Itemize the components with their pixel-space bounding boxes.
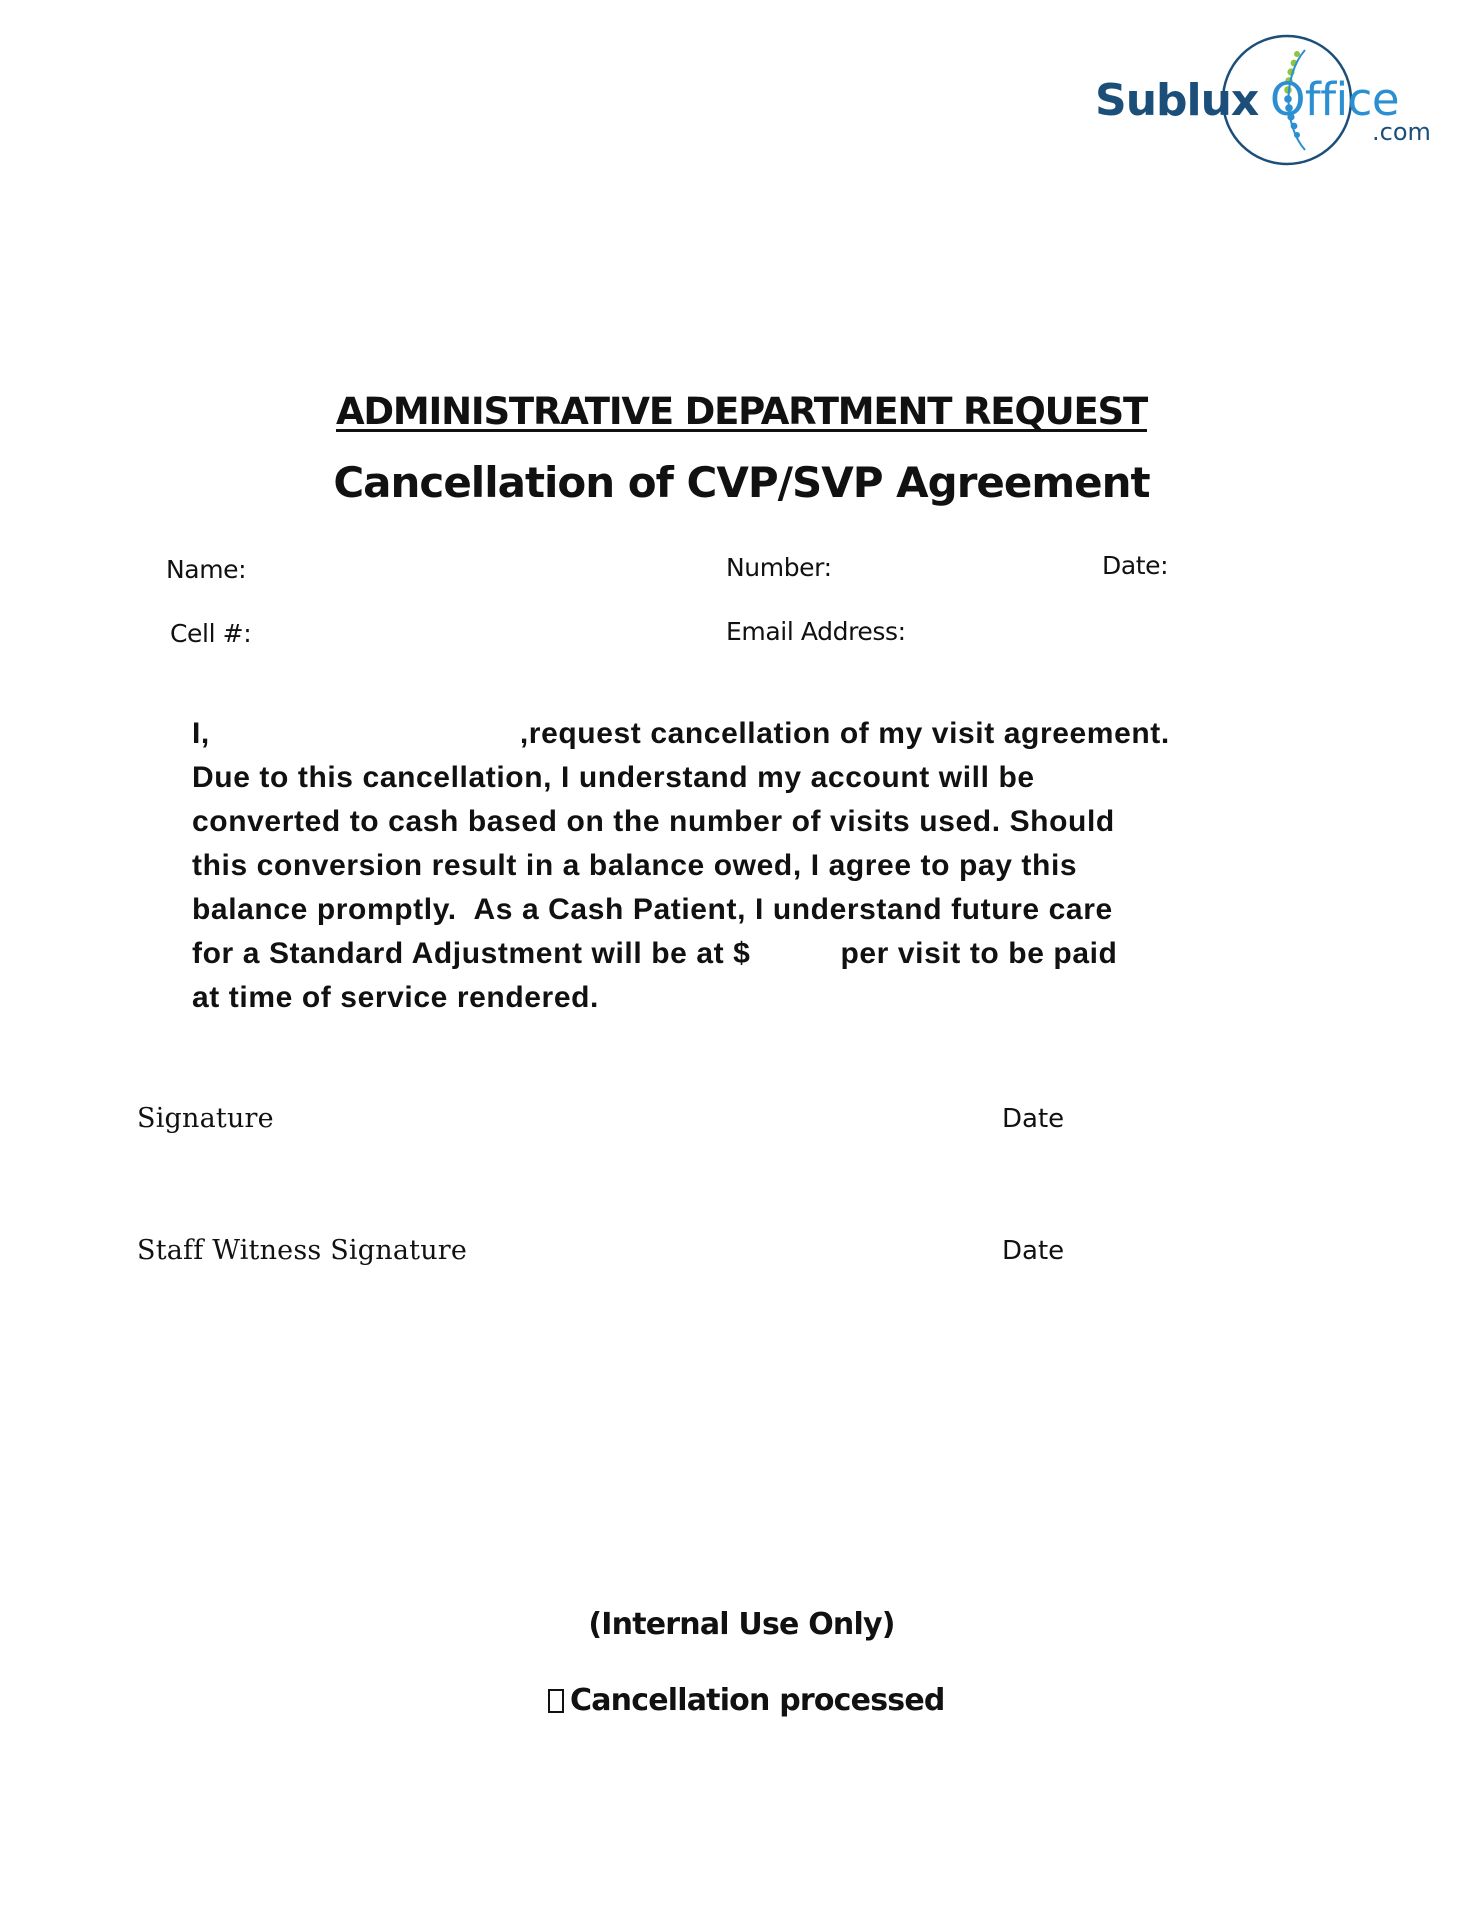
signature-label: Signature [137,1103,274,1134]
paragraph-line: at time of service rendered. [192,981,599,1014]
email-field-label: Email Address: [726,617,906,646]
internal-use-heading: (Internal Use Only) [588,1607,895,1642]
paragraph-line: this conversion result in a balance owed, I agree to pay this [192,849,1078,882]
paragraph-text: ,request cancellation of my visit agreement. [519,717,1170,750]
paragraph-line [192,932,1282,976]
cell-field-label: Cell #: [170,619,252,648]
paragraph-text: per visit to be paid [840,937,1118,970]
document-title [0,390,1483,433]
logo-word-primary: Sublux [1095,75,1259,126]
number-field-label: Number: [726,553,832,582]
document-title-text: ADMINISTRATIVE DEPARTMENT REQUEST [335,390,1148,433]
document-subtitle: Cancellation of CVP/SVP Agreement [333,458,1150,507]
company-logo [1095,30,1455,175]
paragraph-line: balance promptly. As a Cash Patient, I understand future care [192,893,1113,926]
logo-word-secondary: Office [1270,73,1400,126]
agreement-paragraph [192,712,1282,1020]
cancellation-processed-label: Cancellation processed [570,1683,945,1718]
logo-word-suffix: .com [1372,118,1431,146]
witness-date-label: Date [1002,1236,1065,1266]
date-field-label: Date: [1102,551,1169,580]
cancellation-processed-row [548,1683,945,1718]
paragraph-text: for a Standard Adjustment will be at $ [192,937,751,970]
paragraph-line: Due to this cancellation, I understand my account will be [192,761,1035,794]
paragraph-line: converted to cash based on the number of visits used. Should [192,805,1115,838]
witness-signature-label: Staff Witness Signature [137,1235,468,1266]
paragraph-text: I, [192,717,210,750]
paragraph-line [192,712,1282,756]
name-field-label: Name: [166,555,247,584]
cancellation-processed-checkbox[interactable] [548,1689,564,1713]
signature-date-label: Date [1002,1104,1065,1134]
